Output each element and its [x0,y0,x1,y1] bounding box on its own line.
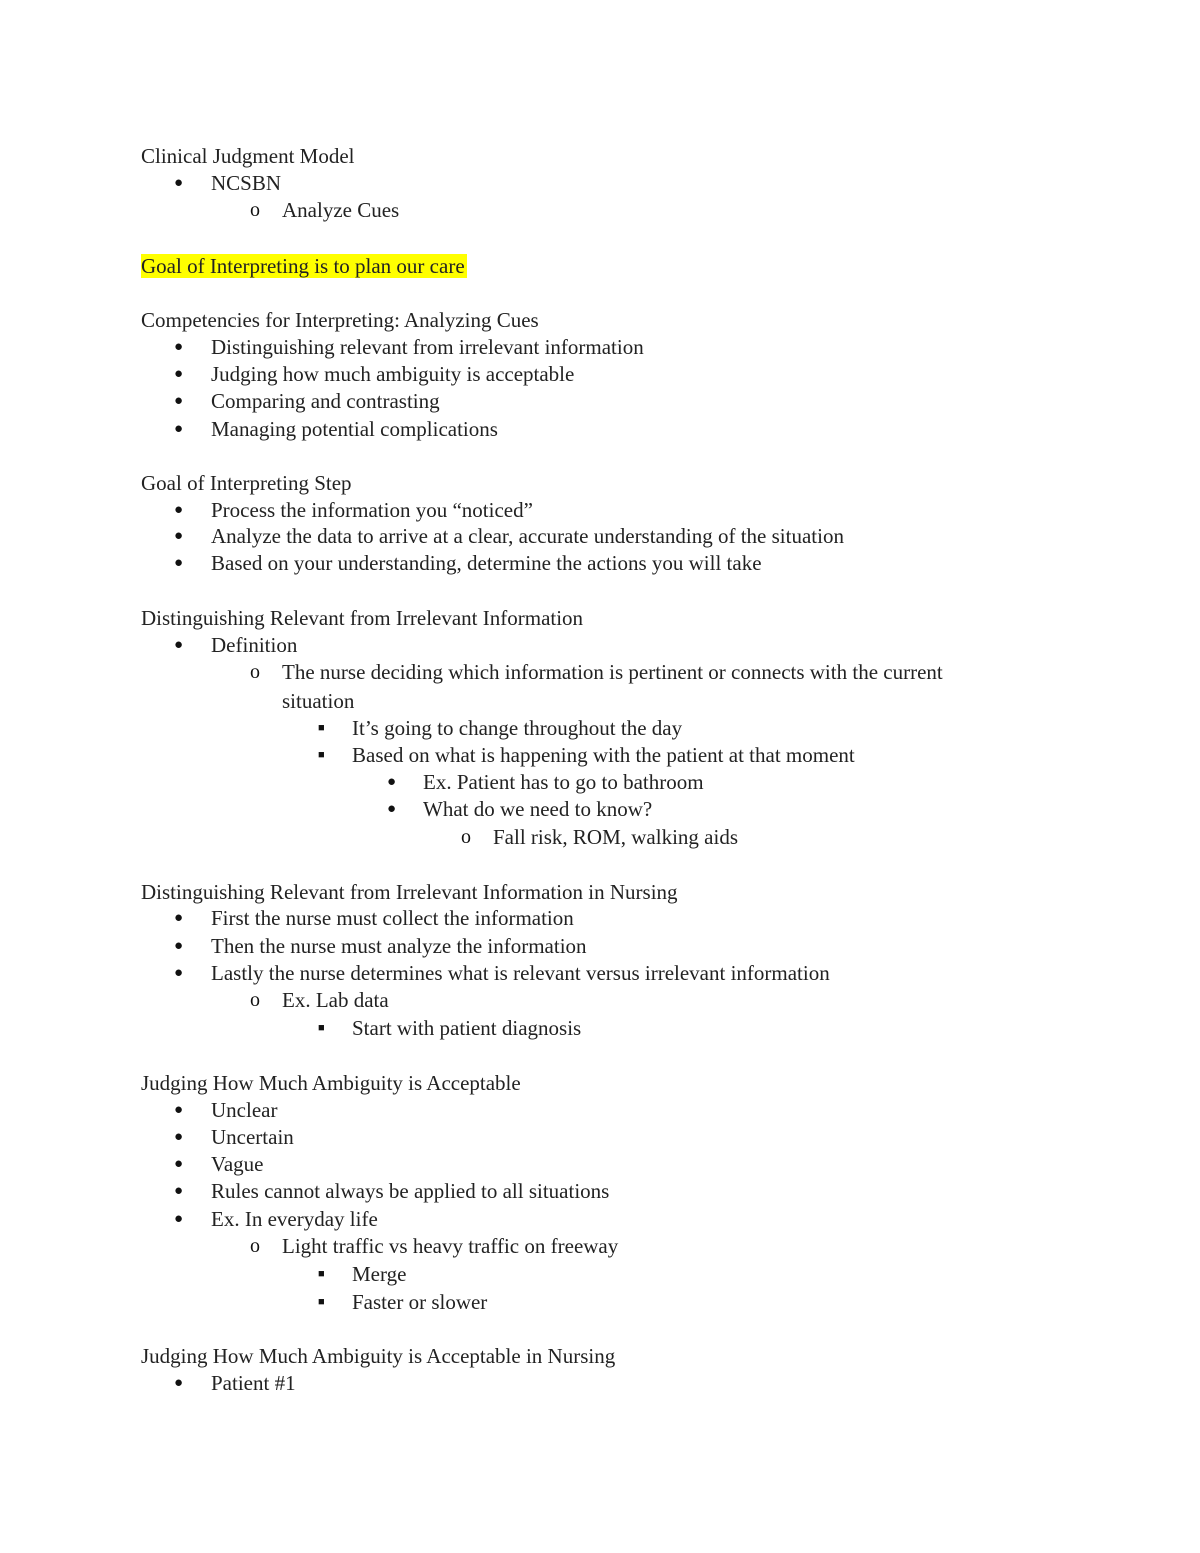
list-item: Fall risk, ROM, walking aids [493,825,738,849]
highlighted-statement [141,253,467,280]
bullet-circle-icon: o [250,199,260,221]
list-item-continuation: situation [282,689,355,713]
bullet-disc-icon: ● [174,1211,184,1227]
list-item: Ex. Lab data [282,988,389,1012]
list-item: Then the nurse must analyze the information [211,934,587,958]
bullet-disc-icon: ● [174,1156,184,1172]
bullet-circle-icon: o [250,1235,260,1257]
list-item: Ex. Patient has to go to bathroom [423,770,704,794]
section-heading: Clinical Judgment Model [141,144,355,168]
bullet-disc-icon: ● [174,637,184,653]
bullet-disc-icon: ● [174,965,184,981]
section-heading: Goal of Interpreting Step [141,471,352,495]
list-item: Rules cannot always be applied to all situations [211,1179,610,1203]
bullet-square-icon: ■ [318,1022,325,1034]
bullet-disc-icon: ● [387,774,397,790]
bullet-disc-icon: ● [174,421,184,437]
bullet-disc-icon: ● [174,502,184,518]
bullet-disc-icon: ● [174,938,184,954]
list-item: Based on what is happening with the patient at that moment [352,743,855,767]
bullet-disc-icon: ● [174,528,184,544]
list-item: Judging how much ambiguity is acceptable [211,362,575,386]
bullet-disc-icon: ● [174,339,184,355]
bullet-disc-icon: ● [174,366,184,382]
section-heading: Distinguishing Relevant from Irrelevant Information in Nursing [141,880,678,904]
bullet-disc-icon: ● [174,1375,184,1391]
bullet-disc-icon: ● [174,555,184,571]
list-item: Patient #1 [211,1371,296,1395]
list-item: Process the information you “noticed” [211,498,533,522]
list-item: Definition [211,633,298,657]
list-item: Analyze the data to arrive at a clear, accurate understanding of the situation [211,524,844,548]
bullet-disc-icon: ● [174,1129,184,1145]
list-item: Unclear [211,1098,278,1122]
list-item: Merge [352,1262,407,1286]
bullet-square-icon: ■ [318,722,325,734]
highlight-text: Goal of Interpreting is to plan our care [141,254,465,278]
bullet-square-icon: ■ [318,1296,325,1308]
list-item: Light traffic vs heavy traffic on freeway [282,1234,619,1258]
bullet-square-icon: ■ [318,749,325,761]
list-item: Based on your understanding, determine the actions you will take [211,551,762,575]
list-item: Faster or slower [352,1290,488,1314]
list-item: Uncertain [211,1125,294,1149]
list-item: Managing potential complications [211,417,498,441]
list-item: Analyze Cues [282,198,400,222]
list-item: Vague [211,1152,264,1176]
bullet-square-icon: ■ [318,1268,325,1280]
bullet-disc-icon: ● [174,910,184,926]
bullet-circle-icon: o [250,661,260,683]
list-item: Ex. In everyday life [211,1207,378,1231]
bullet-circle-icon: o [461,826,471,848]
list-item: It’s going to change throughout the day [352,716,683,740]
list-item: First the nurse must collect the information [211,906,574,930]
bullet-disc-icon: ● [174,393,184,409]
bullet-disc-icon: ● [387,801,397,817]
bullet-disc-icon: ● [174,175,184,191]
bullet-disc-icon: ● [174,1102,184,1118]
bullet-circle-icon: o [250,989,260,1011]
section-heading: Distinguishing Relevant from Irrelevant Information [141,606,584,630]
list-item: NCSBN [211,171,282,195]
bullet-disc-icon: ● [174,1183,184,1199]
list-item: Start with patient diagnosis [352,1016,582,1040]
list-item: Lastly the nurse determines what is relevant versus irrelevant information [211,961,830,985]
list-item: Distinguishing relevant from irrelevant information [211,335,644,359]
list-item: The nurse deciding which information is pertinent or connects with the current [282,660,943,684]
section-heading: Judging How Much Ambiguity is Acceptable in Nursing [141,1344,616,1368]
section-heading: Judging How Much Ambiguity is Acceptable [141,1071,521,1095]
list-item: What do we need to know? [423,797,653,821]
section-heading: Competencies for Interpreting: Analyzing Cues [141,308,539,332]
list-item: Comparing and contrasting [211,389,440,413]
